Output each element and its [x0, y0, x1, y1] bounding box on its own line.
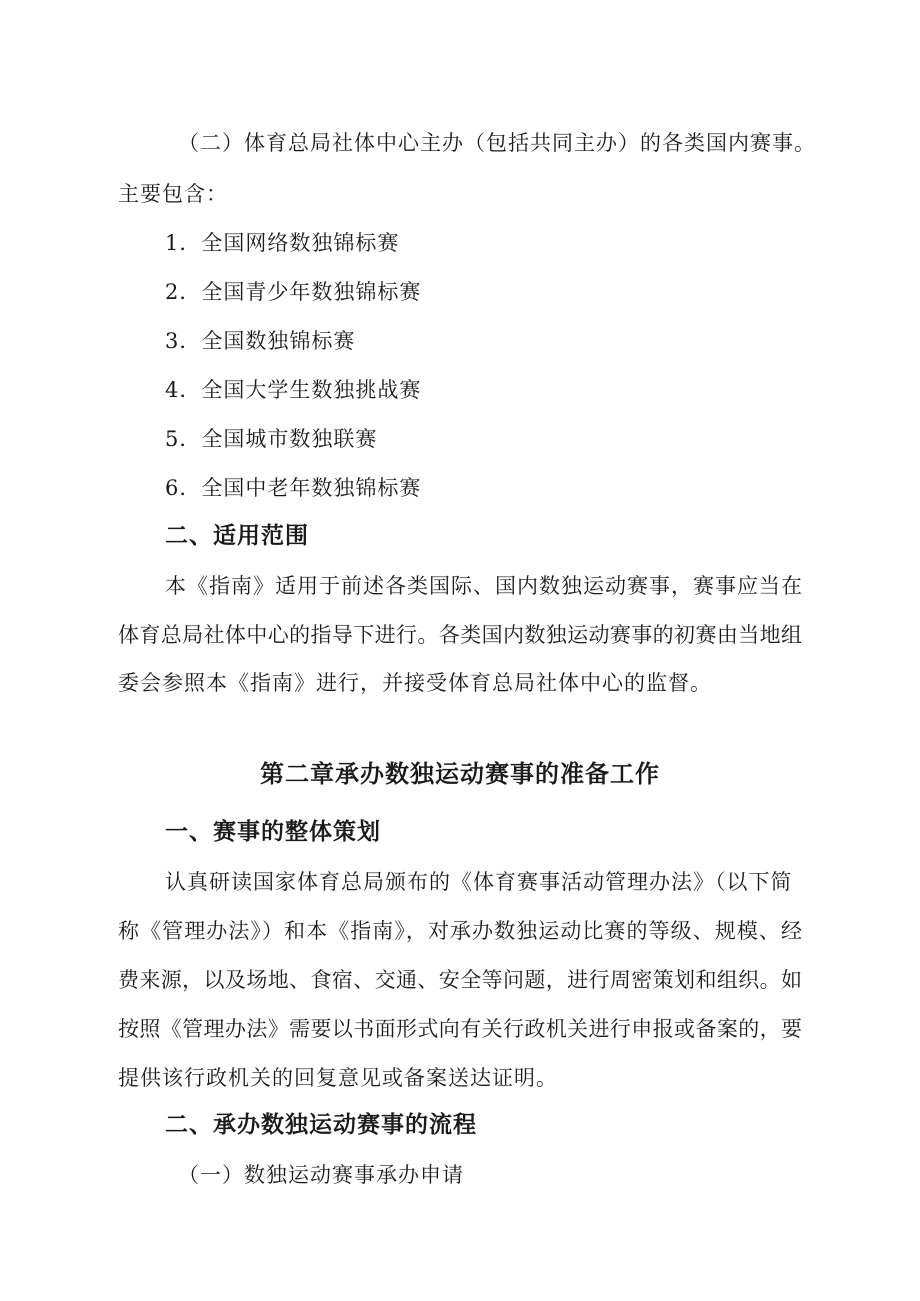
- planning-paragraph-line: 认真研读国家体育总局颁布的《体育赛事活动管理办法》（以下简: [165, 870, 793, 894]
- list-item: 5．全国城市数独联赛: [165, 427, 378, 451]
- section-b-intro-line1: （二）体育总局社体中心主办（包括共同主办）的各类国内赛事。: [178, 131, 816, 155]
- list-item: 3．全国数独锦标赛: [165, 329, 356, 353]
- process-subheading: （一）数独运动赛事承办申请: [178, 1163, 464, 1187]
- list-item: 2．全国青少年数独锦标赛: [165, 280, 422, 304]
- list-item: 1．全国网络数独锦标赛: [165, 231, 400, 255]
- list-item: 4．全国大学生数独挑战赛: [165, 378, 422, 402]
- planning-paragraph-line: 按照《管理办法》需要以书面形式向有关行政机关进行申报或备案的，要: [118, 1017, 802, 1041]
- scope-heading: 二、适用范围: [165, 523, 309, 549]
- scope-paragraph-line: 委会参照本《指南》进行，并接受体育总局社体中心的监督。: [118, 671, 712, 695]
- planning-paragraph-line: 提供该行政机关的回复意见或备案送达证明。: [118, 1066, 558, 1090]
- planning-paragraph-line: 费来源，以及场地、食宿、交通、安全等问题，进行周密策划和组织。如: [118, 968, 802, 992]
- process-heading: 二、承办数独运动赛事的流程: [165, 1112, 477, 1138]
- scope-paragraph-line: 体育总局社体中心的指导下进行。各类国内数独运动赛事的初赛由当地组: [118, 623, 802, 647]
- section-b-intro-line2: 主要包含：: [118, 182, 228, 206]
- chapter-title: 第二章承办数独运动赛事的准备工作: [260, 760, 660, 788]
- list-item: 6．全国中老年数独锦标赛: [165, 476, 422, 500]
- planning-paragraph-line: 称《管理办法》）和本《指南》，对承办数独运动比赛的等级、规模、经: [118, 919, 802, 943]
- scope-paragraph-line: 本《指南》适用于前述各类国际、国内数独运动赛事，赛事应当在: [165, 574, 803, 598]
- planning-heading: 一、赛事的整体策划: [165, 819, 381, 845]
